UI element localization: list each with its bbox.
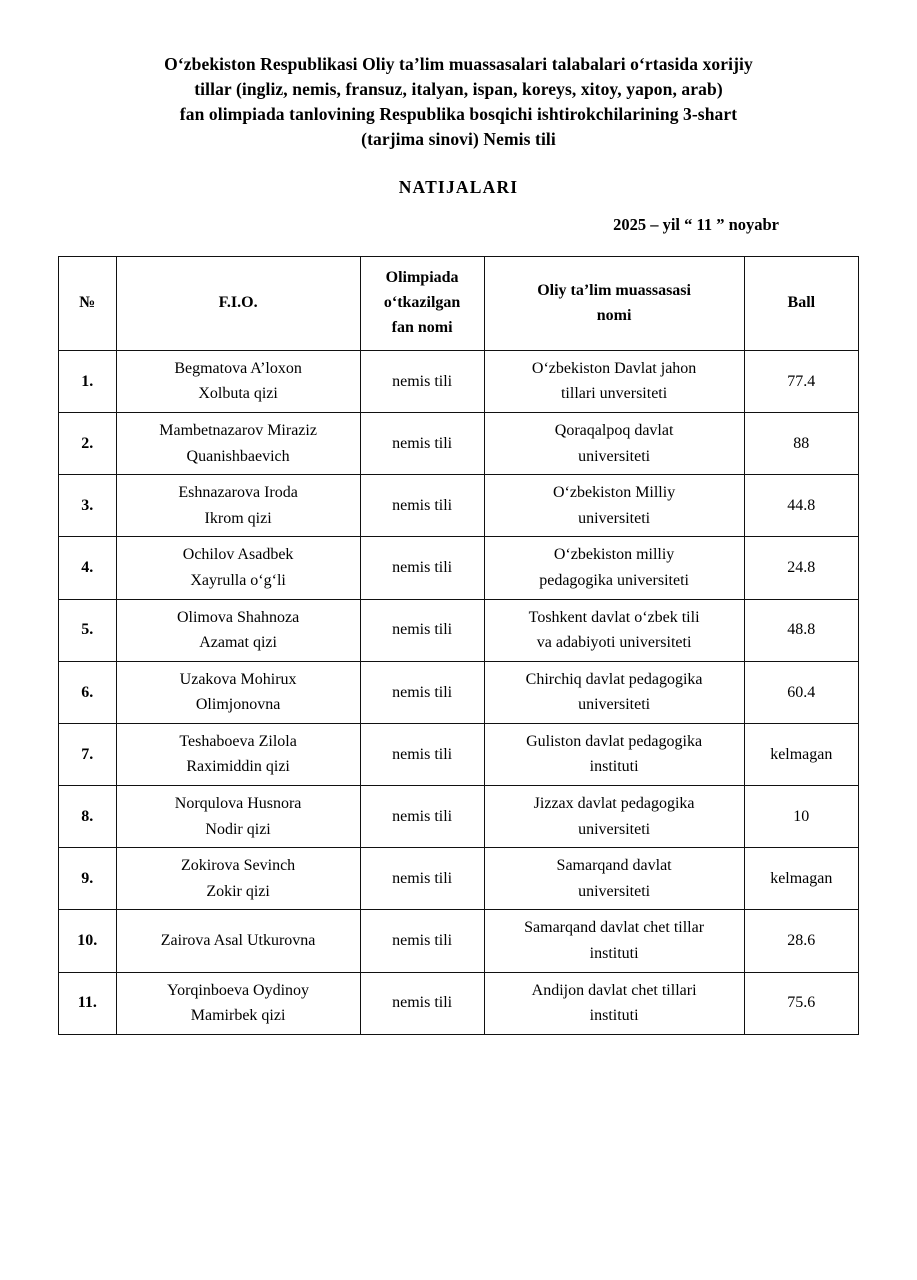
row-institution bbox=[484, 723, 744, 785]
table-row bbox=[59, 661, 859, 723]
page-title bbox=[76, 52, 841, 151]
row-institution-line-1: Qoraqalpoq davlat bbox=[554, 421, 674, 439]
table-row bbox=[59, 786, 859, 848]
row-number: 10. bbox=[59, 910, 117, 972]
row-score: 75.6 bbox=[744, 972, 858, 1034]
row-institution bbox=[484, 661, 744, 723]
table-row bbox=[59, 537, 859, 599]
row-subject: nemis tili bbox=[360, 848, 484, 910]
results-heading: NATIJALARI bbox=[398, 177, 519, 198]
row-fio-line-1: Teshaboeva Zilola bbox=[179, 732, 297, 750]
table-row bbox=[59, 848, 859, 910]
row-institution-line-2: universiteti bbox=[578, 509, 651, 527]
table-row bbox=[59, 599, 859, 661]
row-score: 88 bbox=[744, 412, 858, 474]
row-institution-line-1: Samarqand davlat chet tillar bbox=[524, 919, 705, 937]
row-score: 44.8 bbox=[744, 475, 858, 537]
row-fio-line-2: Azamat qizi bbox=[199, 634, 277, 652]
row-score: 60.4 bbox=[744, 661, 858, 723]
row-subject: nemis tili bbox=[360, 661, 484, 723]
row-institution-line-1: O‘zbekiston Davlat jahon bbox=[531, 359, 697, 377]
row-number: 7. bbox=[59, 723, 117, 785]
results-table bbox=[58, 256, 859, 1034]
header-score: Ball bbox=[744, 257, 858, 350]
row-number: 11. bbox=[59, 972, 117, 1034]
header-institution bbox=[484, 257, 744, 350]
row-institution bbox=[484, 786, 744, 848]
row-number: 6. bbox=[59, 661, 117, 723]
header-subject bbox=[360, 257, 484, 350]
row-fio-line-2: Olimjonovna bbox=[195, 696, 281, 714]
row-fio-line-2: Xayrulla o‘g‘li bbox=[190, 571, 286, 589]
row-institution-line-2: instituti bbox=[589, 758, 639, 776]
row-fio bbox=[116, 537, 360, 599]
row-institution-line-1: Toshkent davlat o‘zbek tili bbox=[528, 608, 700, 626]
row-fio-line-2: Xolbuta qizi bbox=[198, 385, 278, 403]
title-line-1: O‘zbekiston Respublikasi Oliy ta’lim muassasalari talabalari o‘rtasida xorijiy bbox=[164, 54, 753, 74]
row-institution-line-1: Samarqand davlat bbox=[556, 857, 672, 875]
row-institution-line-2: instituti bbox=[589, 945, 639, 963]
row-institution bbox=[484, 599, 744, 661]
row-institution-line-1: O‘zbekiston milliy bbox=[553, 546, 675, 564]
header-subject-line-2: o‘tkazilgan bbox=[383, 294, 461, 312]
row-institution-line-1: Jizzax davlat pedagogika bbox=[533, 795, 695, 813]
row-institution-line-2: va adabiyoti universiteti bbox=[536, 634, 692, 652]
row-institution bbox=[484, 475, 744, 537]
row-score: kelmagan bbox=[744, 848, 858, 910]
row-subject: nemis tili bbox=[360, 723, 484, 785]
row-fio bbox=[116, 723, 360, 785]
row-subject: nemis tili bbox=[360, 910, 484, 972]
row-institution-line-2: pedagogika universiteti bbox=[539, 571, 689, 589]
document-date: 2025 – yil “ 11 ” noyabr bbox=[613, 215, 779, 235]
table-row bbox=[59, 910, 859, 972]
row-subject: nemis tili bbox=[360, 412, 484, 474]
row-fio bbox=[116, 848, 360, 910]
row-number: 4. bbox=[59, 537, 117, 599]
row-fio-line-2: Zokir qizi bbox=[206, 882, 270, 900]
row-institution-line-1: Chirchiq davlat pedagogika bbox=[525, 670, 703, 688]
row-fio bbox=[116, 786, 360, 848]
row-fio-line-1: Ochilov Asadbek bbox=[182, 546, 294, 564]
row-institution bbox=[484, 537, 744, 599]
row-score: 24.8 bbox=[744, 537, 858, 599]
row-score: kelmagan bbox=[744, 723, 858, 785]
title-line-4: (tarjima sinovi) Nemis tili bbox=[361, 128, 556, 149]
row-number: 8. bbox=[59, 786, 117, 848]
table-row bbox=[59, 350, 859, 412]
title-line-3: fan olimpiada tanlovining Respublika bosqichi ishtirokchilarining 3-shart bbox=[179, 103, 738, 124]
row-number: 1. bbox=[59, 350, 117, 412]
row-fio bbox=[116, 661, 360, 723]
row-subject: nemis tili bbox=[360, 972, 484, 1034]
header-fio: F.I.O. bbox=[116, 257, 360, 350]
row-fio bbox=[116, 350, 360, 412]
row-fio-line-1: Mambetnazarov Miraziz bbox=[159, 421, 317, 439]
row-fio-line-2: Quanishbaevich bbox=[186, 447, 290, 465]
row-number: 9. bbox=[59, 848, 117, 910]
row-fio-line-1: Eshnazarova Iroda bbox=[178, 484, 298, 502]
row-institution bbox=[484, 350, 744, 412]
row-institution bbox=[484, 412, 744, 474]
row-score: 28.6 bbox=[744, 910, 858, 972]
row-fio-line-2: Ikrom qizi bbox=[204, 509, 272, 527]
header-institution-line-2: nomi bbox=[596, 306, 632, 324]
row-fio bbox=[116, 475, 360, 537]
row-number: 2. bbox=[59, 412, 117, 474]
row-subject: nemis tili bbox=[360, 475, 484, 537]
row-fio-line-1: Olimova Shahnoza bbox=[176, 608, 300, 626]
row-subject: nemis tili bbox=[360, 786, 484, 848]
table-row bbox=[59, 723, 859, 785]
row-fio-line-1: Norqulova Husnora bbox=[174, 795, 302, 813]
row-subject: nemis tili bbox=[360, 537, 484, 599]
row-institution-line-1: O‘zbekiston Milliy bbox=[552, 484, 676, 502]
row-score: 48.8 bbox=[744, 599, 858, 661]
row-score: 10 bbox=[744, 786, 858, 848]
header-subject-line-1: Olimpiada bbox=[385, 269, 459, 287]
header-institution-line-1: Oliy ta’lim muassasasi bbox=[537, 281, 691, 299]
row-fio-line-2: Mamirbek qizi bbox=[190, 1007, 286, 1025]
header-number: № bbox=[59, 257, 117, 350]
row-institution-line-1: Guliston davlat pedagogika bbox=[526, 732, 703, 750]
title-line-2: tillar (ingliz, nemis, fransuz, italyan, ispan, koreys, xitoy, yapon, arab) bbox=[194, 78, 723, 99]
header-subject-line-3: fan nomi bbox=[391, 318, 453, 336]
row-fio-line-1: Zairova Asal Utkurovna bbox=[160, 932, 316, 950]
row-fio-line-1: Zokirova Sevinch bbox=[180, 857, 296, 875]
row-subject: nemis tili bbox=[360, 599, 484, 661]
row-number: 5. bbox=[59, 599, 117, 661]
row-institution-line-2: universiteti bbox=[578, 820, 651, 838]
row-fio-line-1: Uzakova Mohirux bbox=[179, 670, 297, 688]
row-fio bbox=[116, 412, 360, 474]
row-number: 3. bbox=[59, 475, 117, 537]
row-fio bbox=[116, 972, 360, 1034]
row-score: 77.4 bbox=[744, 350, 858, 412]
row-institution-line-2: instituti bbox=[589, 1007, 639, 1025]
row-fio-line-1: Begmatova A’loxon bbox=[174, 359, 302, 377]
table-row bbox=[59, 972, 859, 1034]
row-institution bbox=[484, 972, 744, 1034]
row-institution bbox=[484, 848, 744, 910]
row-fio-line-1: Yorqinboeva Oydinoy bbox=[167, 981, 310, 999]
row-fio-line-2: Nodir qizi bbox=[205, 820, 271, 838]
row-institution bbox=[484, 910, 744, 972]
row-fio-line-2: Raximiddin qizi bbox=[186, 758, 290, 776]
row-institution-line-2: tillari unversiteti bbox=[560, 385, 668, 403]
row-subject: nemis tili bbox=[360, 350, 484, 412]
row-institution-line-2: universiteti bbox=[578, 447, 651, 465]
row-institution-line-2: universiteti bbox=[578, 882, 651, 900]
table-row bbox=[59, 475, 859, 537]
row-institution-line-2: universiteti bbox=[578, 696, 651, 714]
row-fio bbox=[116, 599, 360, 661]
table-header-row bbox=[59, 257, 859, 350]
table-row bbox=[59, 412, 859, 474]
row-institution-line-1: Andijon davlat chet tillari bbox=[531, 981, 697, 999]
row-fio bbox=[116, 910, 360, 972]
